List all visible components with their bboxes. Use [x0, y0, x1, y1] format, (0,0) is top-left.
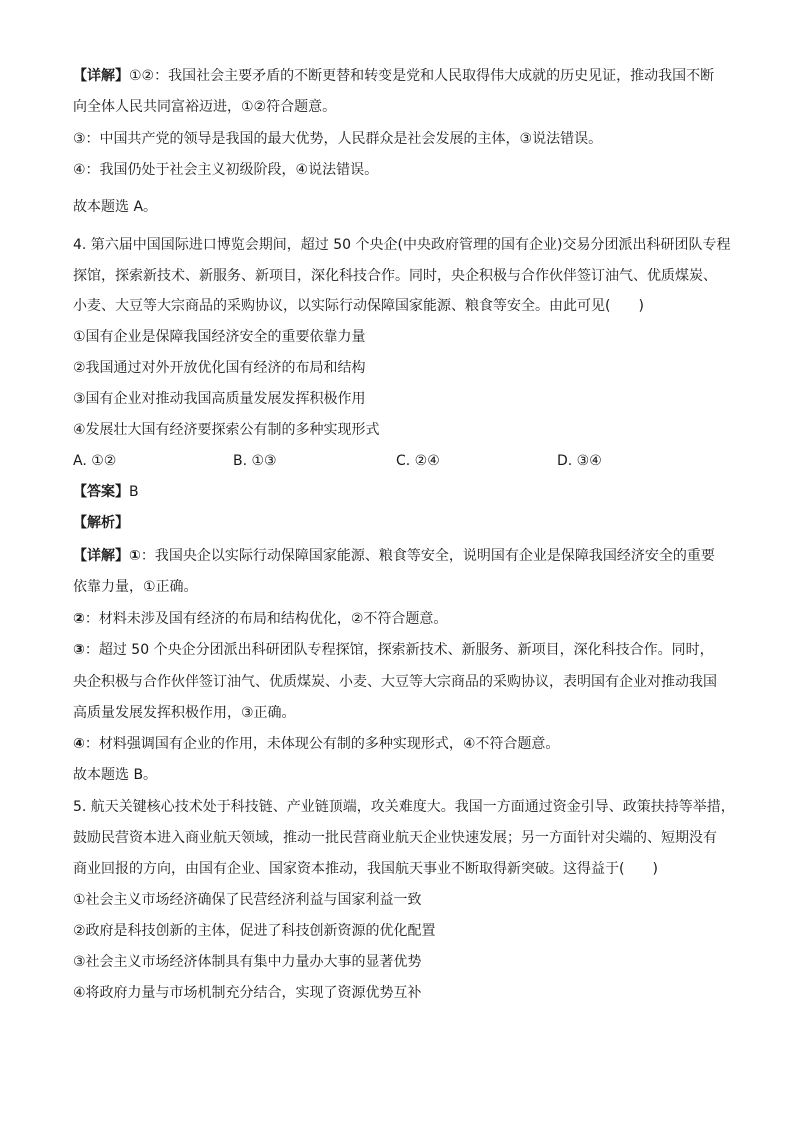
q4-detail-3-line-2: 央企积极与合作伙伴签订油气、优质煤炭、小麦、大豆等大宗商品的采购协议，表明国有企业对推动我国: [73, 674, 717, 690]
q5-stem-line-2: 鼓励民营资本进入商业航天领域，推动一批民营商业航天企业快速发展；另一方面针对尖端的、短期没有: [73, 830, 717, 846]
q4-detail-4-num: ④: [73, 736, 85, 752]
q3-detail-line-3: ③：中国共产党的领导是我国的最大优势，人民群众是社会发展的主体，③说法错误。: [73, 131, 603, 147]
q4-answer: [73, 482, 139, 502]
q3-detail-line-1: [73, 66, 714, 86]
q4-detail-2-num: ②: [73, 611, 85, 627]
q4-statement-4: ④发展壮大国有经济要探索公有制的多种实现形式: [73, 422, 380, 438]
q4-detail-4: [73, 734, 559, 754]
q4-option-c: C. ②④: [396, 453, 440, 469]
q4-conclusion: 故本题选 B。: [73, 767, 158, 783]
q5-statement-1: ①社会主义市场经济确保了民营经济利益与国家利益一致: [73, 892, 422, 908]
q5-stem-line-1: 5. 航天关键核心技术处于科技链、产业链顶端，攻关难度大。我国一方面通过资金引导、政策扶持等举措，: [73, 799, 735, 815]
q4-detail-1-num: ①: [129, 548, 141, 564]
q4-detail-2: [73, 609, 447, 629]
q4-detail-3-num: ③: [73, 642, 85, 658]
q4-detail-3-line-3: 高质量发展发挥积极作用，③正确。: [73, 705, 296, 721]
q4-detail-1-line-2: 依靠力量，①正确。: [73, 579, 198, 595]
q4-statement-1: ①国有企业是保障我国经济安全的重要依靠力量: [73, 329, 366, 345]
q5-statement-3: ③社会主义市场经济体制具有集中力量办大事的显著优势: [73, 954, 422, 970]
q4-detail-4-text: ：材料强调国有企业的作用，未体现公有制的多种实现形式，④不符合题意。: [84, 736, 560, 752]
q4-stem-line-1: 4. 第六届中国国际进口博览会期间，超过 50 个央企(中央政府管理的国有企业)交易分团派出科研团队专程: [73, 237, 731, 253]
q4-statement-2: ②我国通过对外开放优化国有经济的布局和结构: [73, 360, 366, 376]
q5-statement-4: ④将政府力量与市场机制充分结合，实现了资源优势互补: [73, 985, 422, 1001]
q4-answer-label: 【答案】: [73, 484, 129, 500]
q4-stem-line-3: 小麦、大豆等大宗商品的采购协议，以实际行动保障国家能源、粮食等安全。由此可见( ): [73, 298, 644, 314]
q5-statement-2: ②政府是科技创新的主体，促进了科技创新资源的优化配置: [73, 923, 436, 939]
q3-detail-line-2: 向全体人民共同富裕迈进，①②符合题意。: [73, 99, 337, 115]
q4-option-a: A. ①②: [73, 453, 117, 469]
q4-option-b: B. ①③: [233, 453, 277, 469]
q4-option-d: D. ③④: [557, 453, 602, 469]
q5-stem-line-3: 商业回报的方向，由国有企业、国家资本推动，我国航天事业不断取得新突破。这得益于( ): [73, 861, 658, 877]
q4-stem-line-2: 探馆，探索新技术、新服务、新项目，深化科技合作。同时，央企积极与合作伙伴签订油气、优质煤炭、: [73, 268, 717, 284]
q3-conclusion: 故本题选 A。: [73, 199, 158, 215]
q4-detail-2-text: ：材料未涉及国有经济的布局和结构优化，②不符合题意。: [84, 611, 448, 627]
q4-detail-3-line-1: [73, 640, 714, 660]
q4-detail-1-text: ：我国央企以实际行动保障国家能源、粮食等安全，说明国有企业是保障我国经济安全的重要: [140, 548, 715, 564]
q3-detail-line-4: ④：我国仍处于社会主义初级阶段，④说法错误。: [73, 162, 379, 178]
q4-analysis-label: 【解析】: [73, 515, 129, 531]
q4-statement-3: ③国有企业对推动我国高质量发展发挥积极作用: [73, 391, 366, 407]
q4-detail-3-text: ：超过 50 个央企分团派出科研团队专程探馆，探索新技术、新服务、新项目，深化科技合作。同时，: [84, 642, 714, 658]
q4-answer-value: B: [129, 484, 139, 500]
q3-detail-label: 【详解】: [73, 68, 129, 84]
q4-detail-label: 【详解】: [73, 548, 129, 564]
q4-detail-1-line-1: [73, 546, 715, 566]
q3-detail-text-1: ①②：我国社会主要矛盾的不断更替和转变是党和人民取得伟大成就的历史见证，推动我国不断: [129, 68, 715, 84]
